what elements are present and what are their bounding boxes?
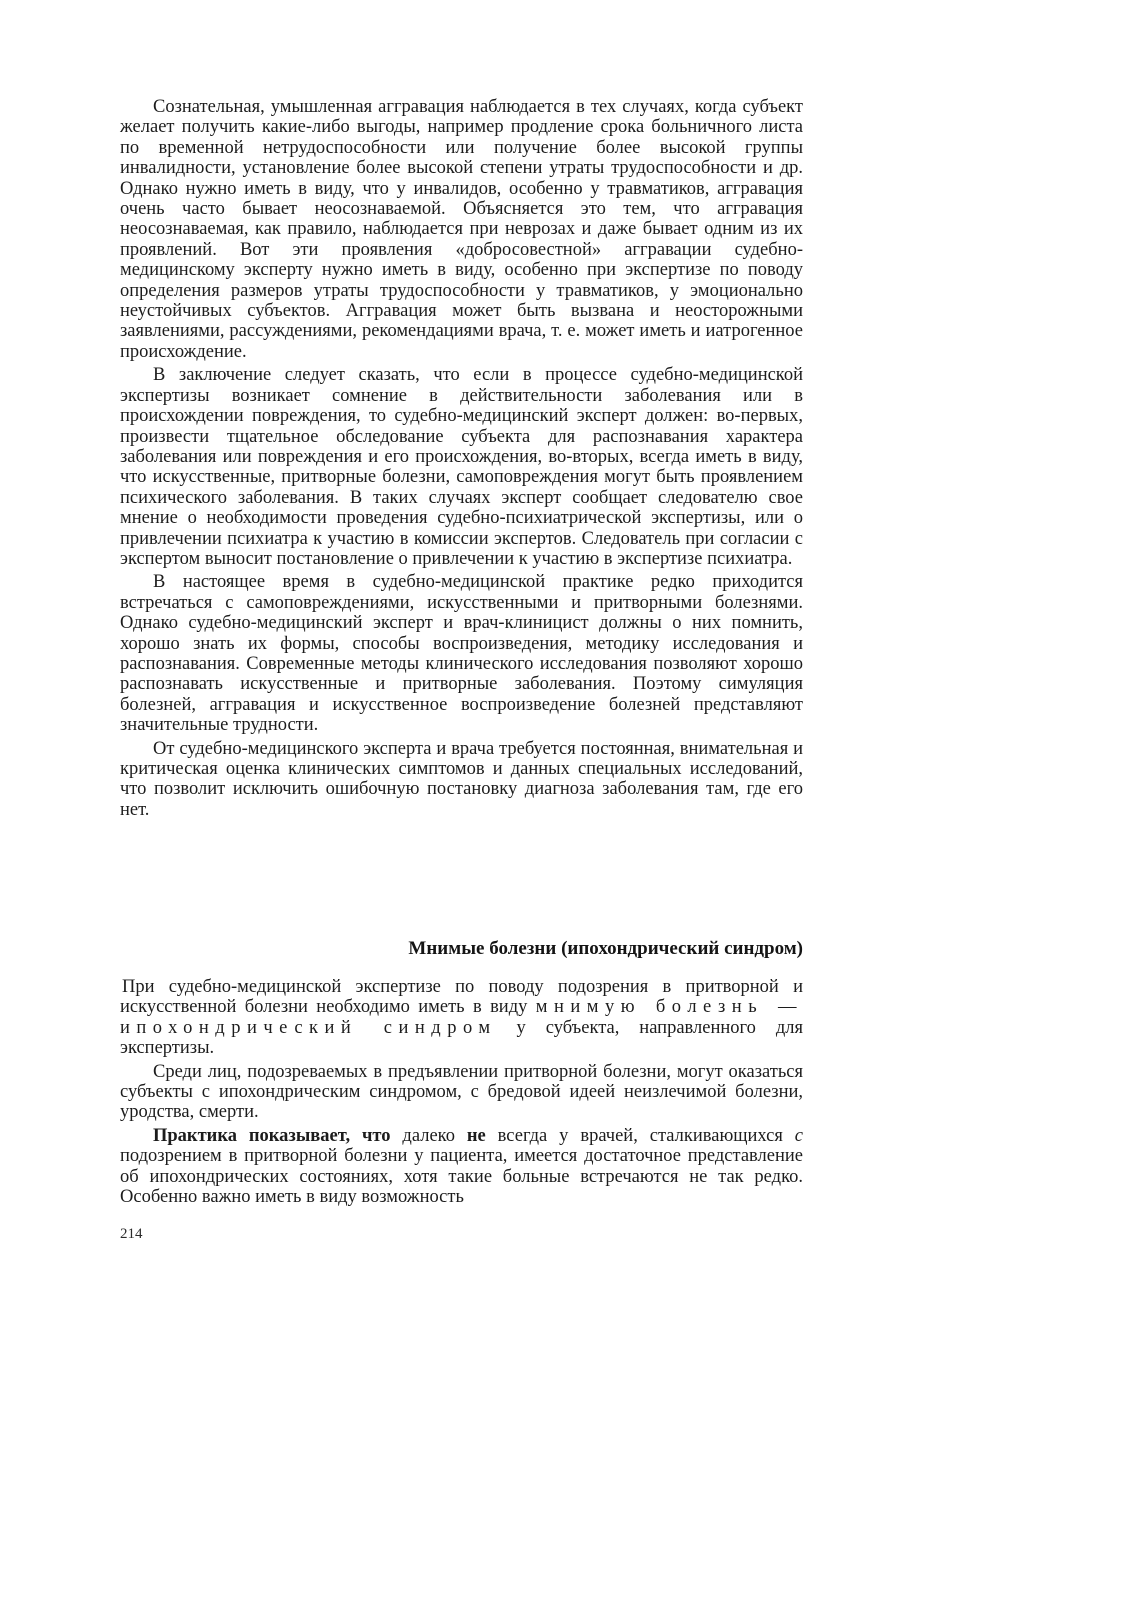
paragraph-text: у субъекта, направленного для экспертизы.: [120, 1017, 804, 1059]
paragraph: От судебно-медицинского эксперта и врача требуется постоянная, внимательная и критическая оценка клинических симптомов и данных специальных исследований, что позволит исключить ошибочную постановку диагноза заболевания там, где его нет.: [120, 738, 803, 820]
bold-phrase: Практика показывает, что: [153, 1125, 391, 1146]
paragraph-text: При судебно-медицинской экспертизе по поводу подозрения в притворной и искусственной болезни необходимо иметь в виду: [120, 977, 803, 1018]
section-body: [120, 977, 803, 1210]
italic-letter: с: [794, 1125, 804, 1146]
paragraph-text: всегда у врачей, сталкивающихся: [485, 1125, 795, 1146]
paragraph-text: далеко: [390, 1125, 467, 1146]
section-body: [120, 97, 803, 823]
paragraph: В заключение следует сказать, что если в процессе судебно-медицинской экспертизы возникает сомнение в действительности заболевания или в происхождении повреждения, то судебно-медицинский эксперт должен: во-первых, произвести тщательное обследование субъекта для распознавания характера заболевания или повреждения и его происхождения, во-вторых, всегда иметь в виду, что искусственные, притворные болезни, самоповреждения могут быть проявлением психического заболевания. В таких случаях эксперт сообщает следователю свое мнение о необходимости проведения судебно-психиатрической экспертизы, или о привлечении психиатра к участию в комиссии экспертов. Следователь при согласии с экспертом выносит постановление о привлечении к участию в экспертизе психиатра.: [120, 365, 803, 569]
paragraph: Сознательная, умышленная аггравация наблюдается в тех случаях, когда субъект желает получить какие-либо выгоды, например продление срока больничного листа по временной нетрудоспособности или получение более высокой группы инвалидности, установление более высокой степени утраты трудоспособности и др. Однако нужно иметь в виду, что у инвалидов, особенно у травматиков, аггравация очень часто бывает неосознаваемой. Объясняется это тем, что аггравация неосознаваемая, как правило, наблюдается при неврозах и даже бывает одним из их проявлений. Вот эти проявления «добросовестной» аггравации судебно-медицинскому эксперту нужно иметь в виду, особенно при экспертизе по поводу определения размеров утраты трудоспособности у травматиков, у эмоционально неустойчивых субъектов. Аггравация может быть вызвана и неосторожными заявлениями, рассуждениями, рекомендациями врача, т. е. может иметь и иатрогенное происхождение.: [120, 97, 803, 362]
bold-word: не: [466, 1125, 486, 1146]
paragraph: Среди лиц, подозреваемых в предъявлении притворной болезни, могут оказаться субъекты с ипохондрическим синдромом, с бредовой идеей неизлечимой болезни, уродства, смерти.: [120, 1061, 803, 1123]
paragraph: В настоящее время в судебно-медицинской практике редко приходится встречаться с самоповреждениями, искусственными и притворными болезнями. Однако судебно-медицинский эксперт и врач-клиницист должны о них помнить, хорошо знать их формы, способы воспроизведения, методику исследования и распознавания. Современные методы клинического исследования позволяют хорошо распознавать искусственные и притворные заболевания. Поэтому симуляция болезней, аггравация и искусственное воспроизведение болезней представляют значительные трудности.: [120, 572, 803, 736]
paragraph-text: подозрением в притворной болезни у пациента, имеется достаточное представление об ипохондрических состояниях, хотя такие больные встречаются не так редко. Особенно важно иметь в виду возможность: [120, 1146, 803, 1208]
paragraph: [120, 977, 803, 1059]
section-heading: Мнимые болезни (ипохондрический синдром): [408, 938, 803, 959]
page-number: 214: [120, 1226, 143, 1242]
paragraph: [120, 1126, 803, 1208]
spaced-term: мнимую болезнь — ипохондрический синдром: [120, 997, 803, 1038]
